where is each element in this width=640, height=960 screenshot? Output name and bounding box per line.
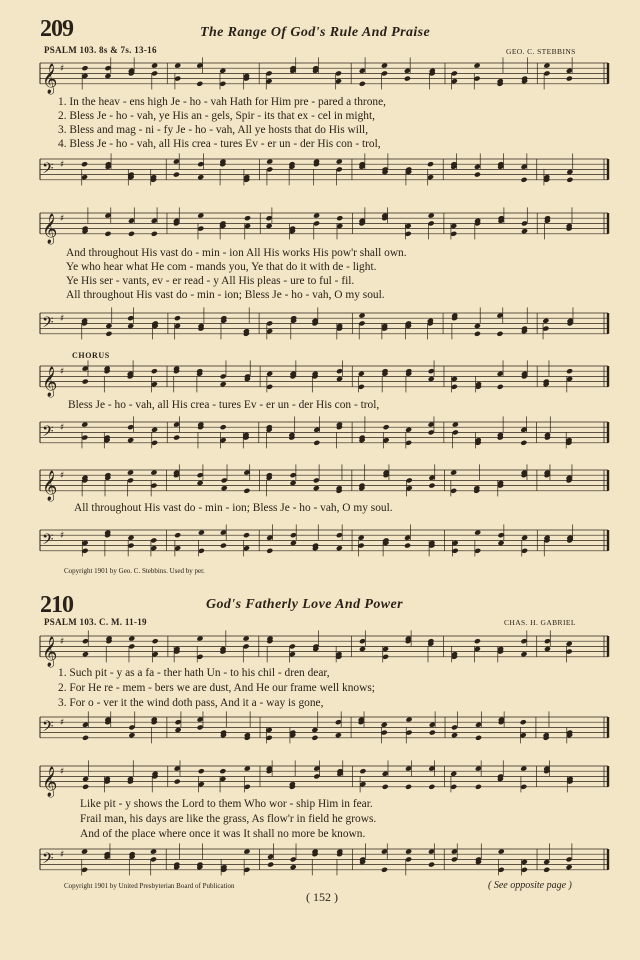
lyric-line: 3. Bless and mag - ni - fy Je - ho - vah, All ye hosts that do His will, (58, 124, 369, 136)
lyric-line: Bless Je - ho - vah, all His crea - tures Ev - er un - der His con - trol, (68, 399, 380, 411)
chorus-label: CHORUS (72, 351, 110, 360)
lyric-line: Like pit - y shows the Lord to them Who wor - ship Him in fear. (80, 798, 373, 810)
hymn-title: The Range Of God's Rule And Praise (200, 25, 431, 40)
lyric-line: 1. Such pit - y as a fa - ther hath Un - to his chil - dren dear, (58, 667, 330, 679)
svg-text:𝄞: 𝄞 (42, 766, 58, 797)
continued-note: ( See opposite page ) (488, 880, 572, 891)
hymn-composer: GEO. C. STEBBINS (506, 47, 576, 56)
lyric-line: All throughout His vast do - min - ion; Bless Je - ho - vah, O my soul. (74, 502, 393, 514)
svg-text:𝄞: 𝄞 (42, 366, 58, 397)
hymn-composer: CHAS. H. GABRIEL (504, 618, 576, 627)
hymn-meter: PSALM 103. C. M. 11-19 (44, 617, 147, 627)
hymn-meter: PSALM 103. 8s & 7s. 13-16 (44, 45, 157, 55)
svg-text:𝄢: 𝄢 (42, 849, 54, 871)
copyright-note: Copyright 1901 by United Presbyterian Board of Publication (64, 882, 235, 890)
svg-text:𝄢: 𝄢 (42, 159, 54, 181)
svg-text:♯: ♯ (60, 530, 65, 541)
svg-text:♯: ♯ (60, 63, 65, 74)
lyric-line: And of the place where once it was It shall no more be known. (80, 828, 366, 840)
svg-text:𝄞: 𝄞 (42, 470, 58, 501)
lyric-line: All throughout His vast do - min - ion; Bless Je - ho - vah, O my soul. (66, 289, 385, 301)
continued-note-text: See opposite page (493, 880, 567, 891)
svg-text:♯: ♯ (60, 717, 65, 728)
lyric-line: 2. Bless Je - ho - vah, ye His an - gels, Spir - its that ex - cel in might, (58, 110, 375, 122)
copyright-note: Copyright 1901 by Geo. C. Stebbins. Used by per. (64, 567, 205, 575)
hymn-number: 210 (40, 592, 73, 618)
svg-text:𝄞: 𝄞 (42, 636, 58, 667)
svg-text:♯: ♯ (60, 422, 65, 433)
svg-text:𝄢: 𝄢 (42, 717, 54, 739)
lyric-line: 1. In the heav - ens high Je - ho - vah Hath for Him pre - pared a throne, (58, 96, 387, 108)
lyric-line: 2. For He re - mem - bers we are dust, And He our frame well knows; (58, 682, 375, 694)
svg-text:♯: ♯ (60, 366, 65, 377)
lyric-line: Ye His ser - vants, ev - er read - y All His pleas - ure to ful - fil. (66, 275, 355, 287)
svg-text:♯: ♯ (60, 313, 65, 324)
hymn-title: God's Fatherly Love And Power (206, 597, 403, 612)
svg-text:♯: ♯ (60, 159, 65, 170)
page-number: ( 152 ) (306, 890, 338, 904)
svg-text:𝄞: 𝄞 (42, 213, 58, 244)
lyric-line: Frail man, his days are like the grass, As flow'r in field he grows. (80, 813, 377, 825)
svg-text:♯: ♯ (60, 766, 65, 777)
lyric-line: Ye who hear what He com - mands you, Ye that do it with de - light. (66, 261, 377, 273)
svg-text:♯: ♯ (60, 213, 65, 224)
hymn-number: 209 (40, 16, 73, 42)
lyric-line: 3. For o - ver it the wind doth pass, And it a - way is gone, (58, 697, 324, 709)
lyric-line: 4. Bless Je - ho - vah, all His crea - tures Ev - er un - der His con - trol, (58, 138, 381, 150)
svg-text:𝄢: 𝄢 (42, 313, 54, 335)
lyric-line: And throughout His vast do - min - ion All His works His pow'r shall own. (66, 247, 407, 259)
svg-text:𝄞: 𝄞 (42, 63, 58, 94)
svg-text:♯: ♯ (60, 470, 65, 481)
svg-text:♯: ♯ (60, 849, 65, 860)
svg-text:♯: ♯ (60, 636, 65, 647)
svg-text:𝄢: 𝄢 (42, 422, 54, 444)
svg-text:𝄢: 𝄢 (42, 530, 54, 552)
